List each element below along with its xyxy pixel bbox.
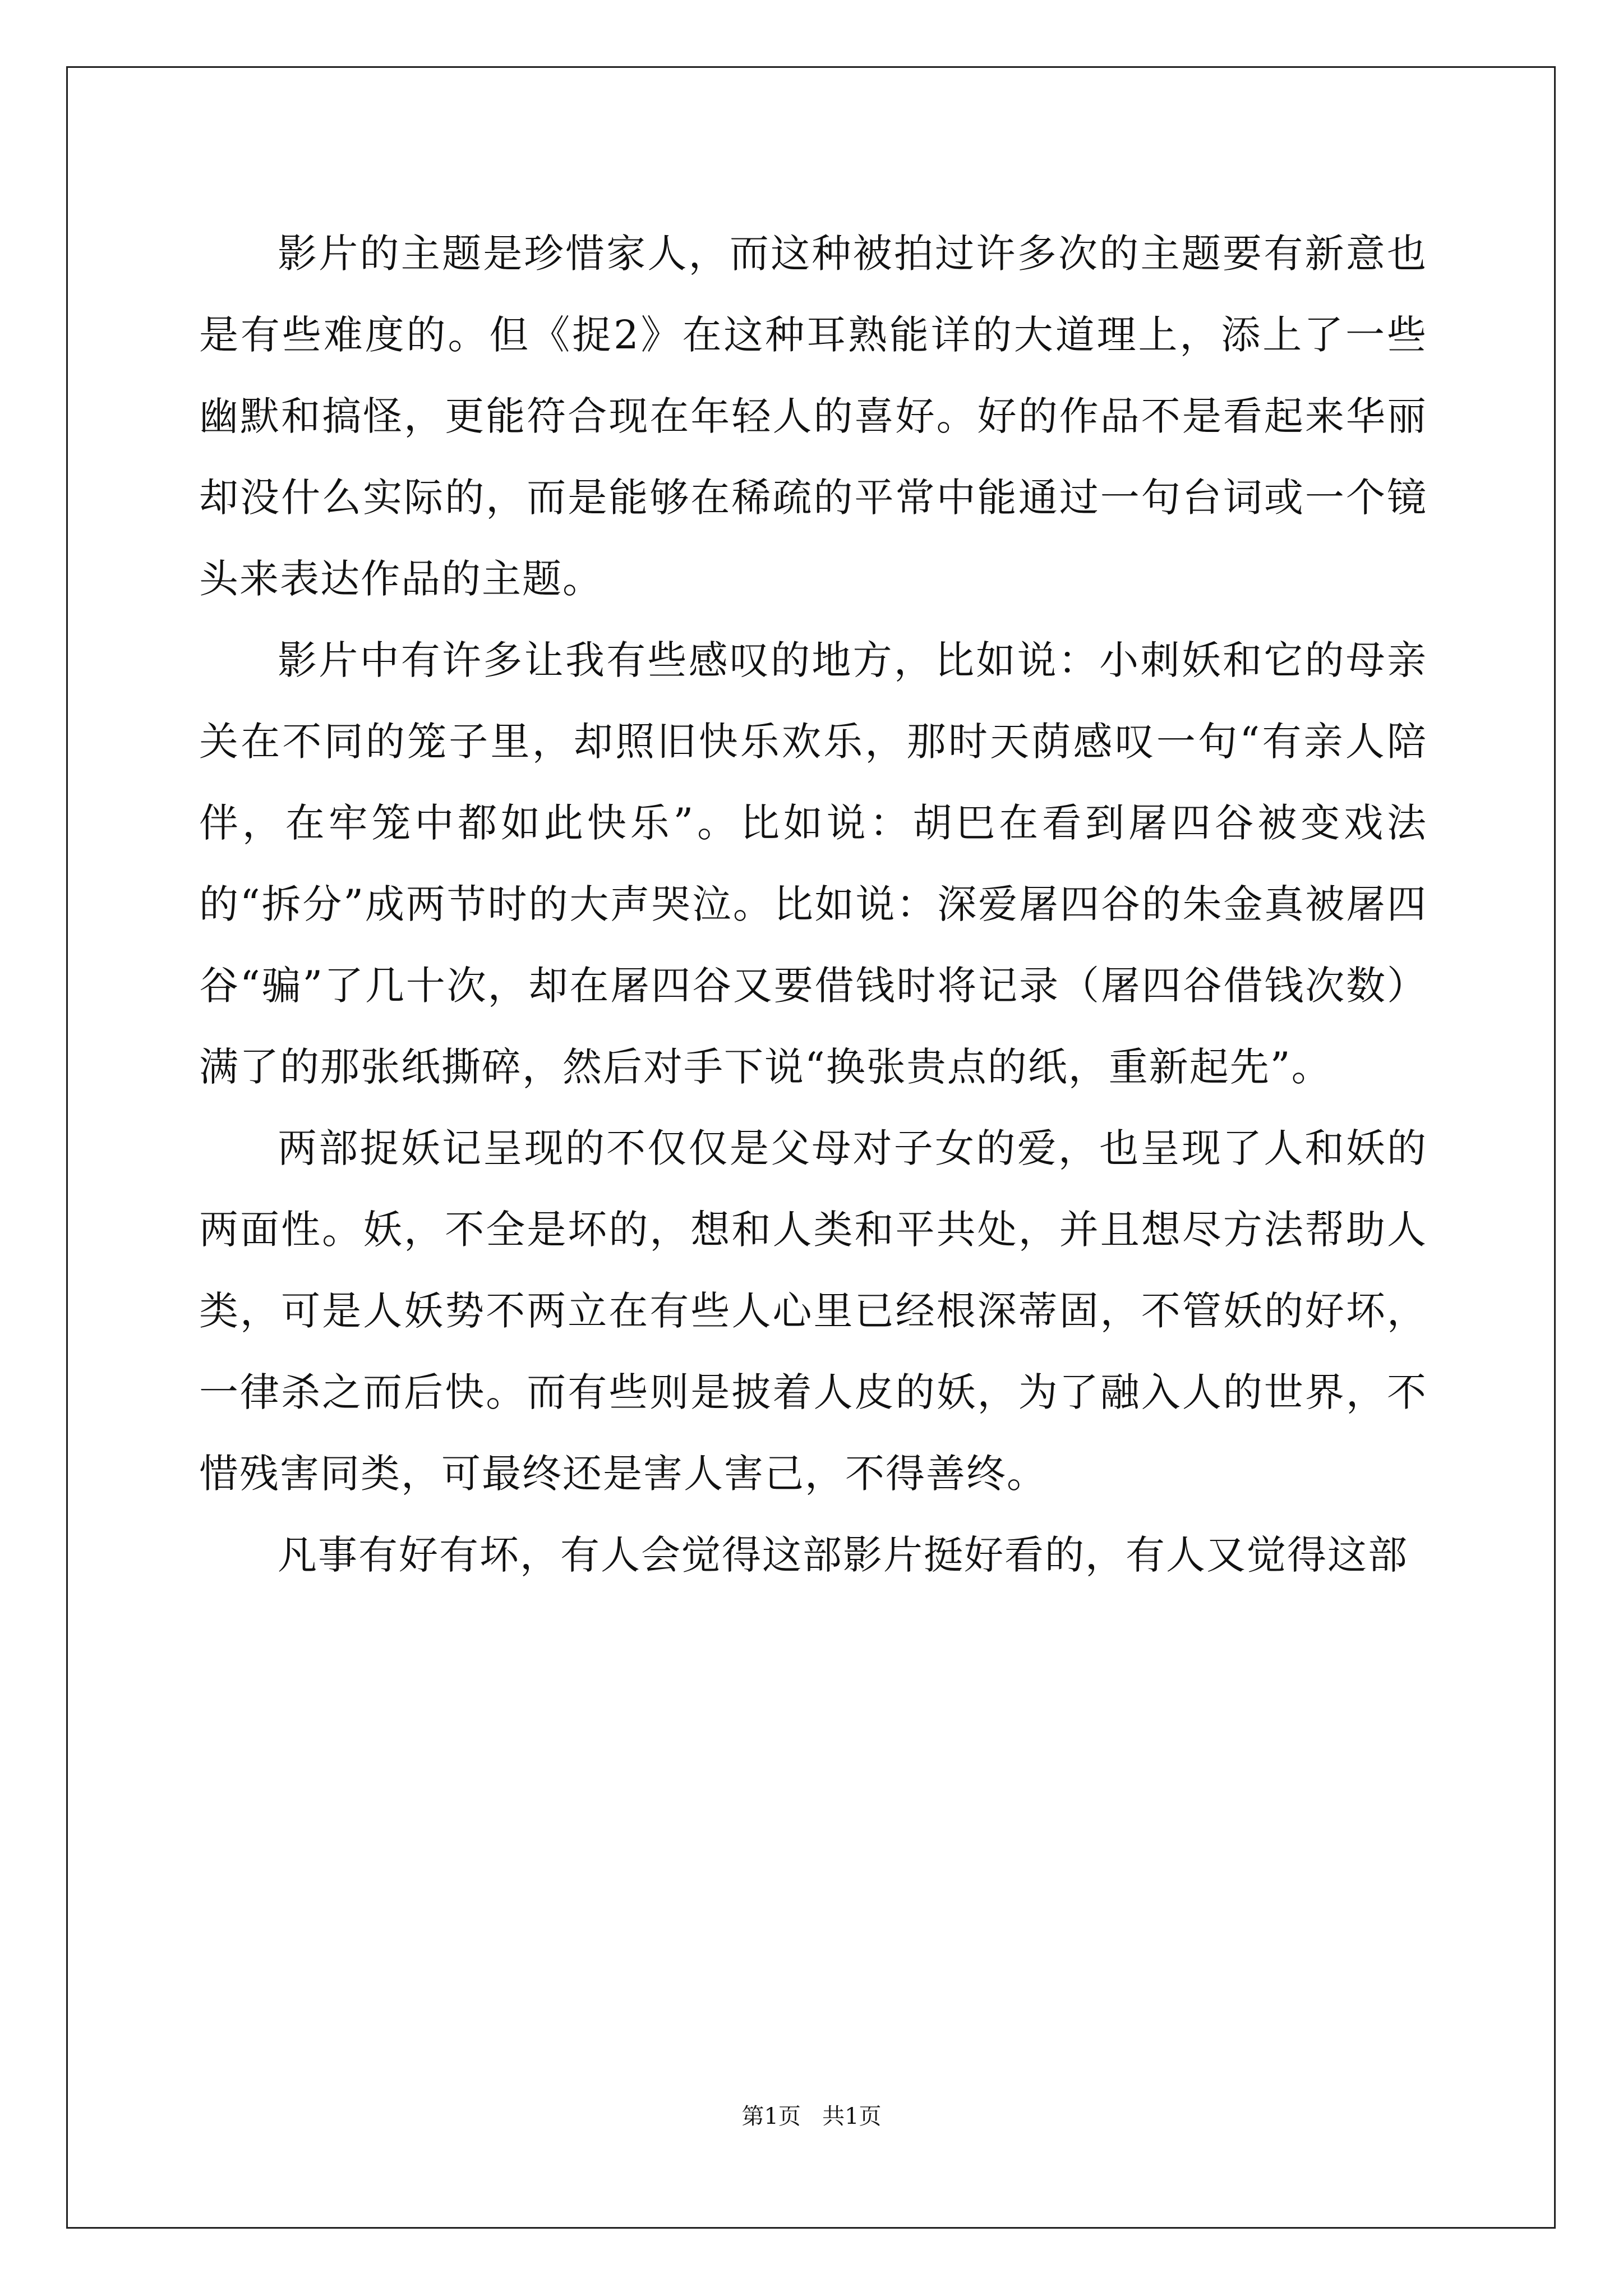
paragraph-2: 影片中有许多让我有些感叹的地方，比如说：小刺妖和它的母亲关在不同的笼子里，却照旧快乐欢乐，那时天荫感叹一句“有亲人陪伴，在牢笼中都如此快乐”。比如说：胡巴在看到屠四谷被变戏法的“拆分”成两节时的大声哭泣。比如说：深爱屠四谷的朱金真被屠四谷“骗”了几十次，却在屠四谷又要借钱时将记录（屠四谷借钱次数）满了的那张纸撕碎，然后对手下说“换张贵点的纸，重新起先”。 — [199, 637, 1427, 1090]
paragraph-1: 影片的主题是珍惜家人，而这种被拍过许多次的主题要有新意也是有些难度的。但《捉2》在这种耳熟能详的大道理上，添上了一些幽默和搞怪，更能符合现在年轻人的喜好。好的作品不是看起来华丽却没什么实际的，而是能够在稀疏的平常中能通过一句台词或一个镜头来表达作品的主题。 — [199, 231, 1427, 602]
document-body — [199, 213, 1427, 1596]
page-footer — [0, 2102, 1623, 2131]
paragraph-3: 两部捉妖记呈现的不仅仅是父母对子女的爱，也呈现了人和妖的两面性。妖，不全是坏的，想和人类和平共处，并且想尽方法帮助人类，可是人妖势不两立在有些人心里已经根深蒂固，不管妖的好坏，一律杀之而后快。而有些则是披着人皮的妖，为了融入人的世界，不惜残害同类，可最终还是害人害己，不得善终。 — [199, 1125, 1427, 1497]
paragraph-4: 凡事有好有坏，有人会觉得这部影片挺好看的，有人又觉得这部 — [278, 1532, 1408, 1578]
page-number: 第1页 — [741, 2104, 801, 2129]
page-total: 共1页 — [822, 2104, 882, 2129]
